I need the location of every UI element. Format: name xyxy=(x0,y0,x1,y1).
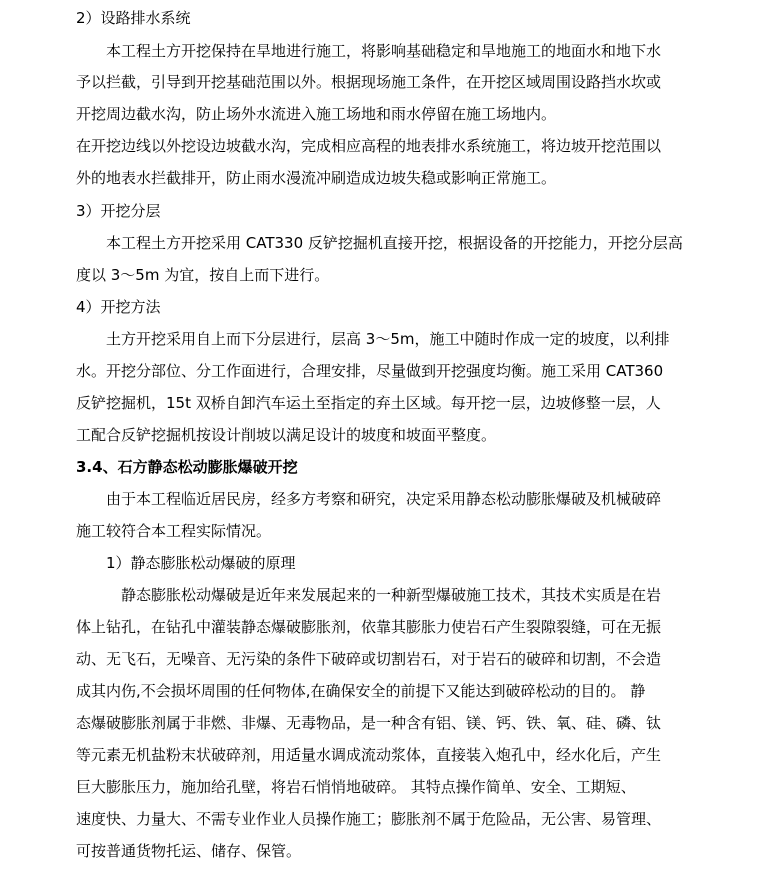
paragraph-line: 施工较符合本工程实际情况。 xyxy=(76,522,272,540)
paragraph-line: 体上钻孔，在钻孔中灌装静态爆破膨胀剂，依靠其膨胀力使岩石产生裂隙裂缝，可在无振 xyxy=(76,618,662,636)
paragraph-line: 外的地表水拦截排开，防止雨水漫流冲刷造成边坡失稳或影响正常施工。 xyxy=(76,169,557,187)
paragraph-line: 等元素无机盐粉末状破碎剂，用适量水调成流动浆体，直接装入炮孔中，经水化后，产生 xyxy=(76,746,662,764)
paragraph-line: 静态膨胀松动爆破是近年来发展起来的一种新型爆破施工技术，其技术实质是在岩 xyxy=(121,586,662,604)
subheading-principle: 1）静态膨胀松动爆破的原理 xyxy=(106,554,296,572)
paragraph-line: 巨大膨胀压力，施加给孔壁，将岩石悄悄地破碎。 其特点操作简单、安全、工期短、 xyxy=(76,778,636,796)
paragraph-line: 由于本工程临近居民房，经多方考察和研究，决定采用静态松动膨胀爆破及机械破碎 xyxy=(106,490,662,508)
section-heading: 3.4、石方静态松动膨胀爆破开挖 xyxy=(76,458,298,476)
subheading-layering: 3）开挖分层 xyxy=(76,202,161,220)
subheading-method: 4）开挖方法 xyxy=(76,298,161,316)
paragraph-line: 本工程土方开挖采用 CAT330 反铲挖掘机直接开挖，根据设备的开挖能力，开挖分层高 xyxy=(106,234,683,252)
paragraph-line: 开挖周边截水沟，防止场外水流进入施工场地和雨水停留在施工场地内。 xyxy=(76,105,557,123)
paragraph-line: 动、无飞石，无噪音、无污染的条件下破碎或切割岩石，对于岩石的破碎和切割，不会造 xyxy=(76,650,662,668)
paragraph-line: 土方开挖采用自上而下分层进行，层高 3～5m，施工中随时作成一定的坡度，以利排 xyxy=(106,330,670,348)
paragraph-line: 反铲挖掘机，15t 双桥自卸汽车运土至指定的弃土区域。每开挖一层，边坡修整一层，人 xyxy=(76,394,661,412)
paragraph-line: 予以拦截，引导到开挖基础范围以外。根据现场施工条件，在开挖区域周围设路挡水坎或 xyxy=(76,73,662,91)
paragraph-line: 态爆破膨胀剂属于非燃、非爆、无毒物品，是一种含有铝、镁、钙、铁、氧、硅、磷、钛 xyxy=(76,714,662,732)
paragraph-line: 本工程土方开挖保持在旱地进行施工，将影响基础稳定和旱地施工的地面水和地下水 xyxy=(106,42,662,60)
paragraph-line: 工配合反铲挖掘机按设计削坡以满足设计的坡度和坡面平整度。 xyxy=(76,426,497,444)
paragraph-line: 成其内伤,不会损坏周围的任何物体,在确保安全的前提下又能达到破碎松动的目的。 静 xyxy=(76,682,646,700)
paragraph-line: 可按普通货物托运、储存、保管。 xyxy=(76,842,302,860)
paragraph-line: 水。开挖分部位、分工作面进行，合理安排，尽量做到开挖强度均衡。施工采用 CAT360 xyxy=(76,362,664,380)
paragraph-line: 在开挖边线以外挖设边坡截水沟，完成相应高程的地表排水系统施工，将边坡开挖范围以 xyxy=(76,137,662,155)
paragraph-line: 度以 3～5m 为宜，按自上而下进行。 xyxy=(76,266,330,284)
paragraph-line: 速度快、力量大、不需专业作业人员操作施工；膨胀剂不属于危险品，无公害、易管理、 xyxy=(76,810,662,828)
subheading-drainage: 2）设路排水系统 xyxy=(76,9,191,27)
